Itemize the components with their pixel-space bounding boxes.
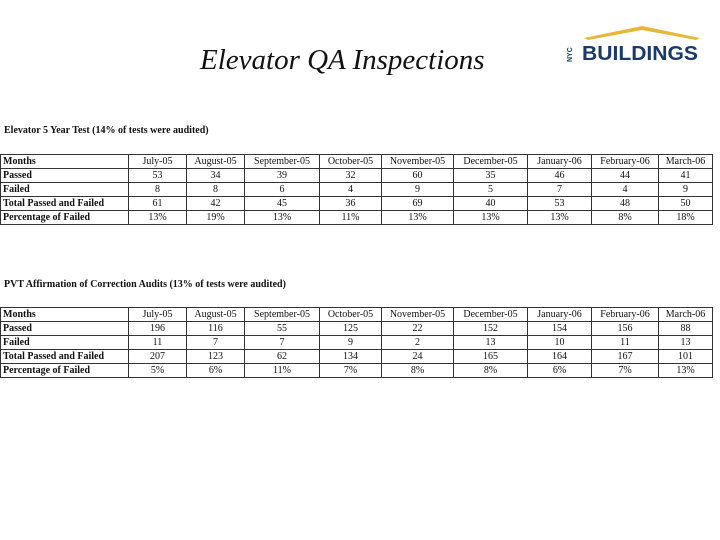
table-cell: 11% bbox=[245, 364, 320, 378]
table-cell: 18% bbox=[659, 211, 713, 225]
table-row bbox=[1, 169, 713, 183]
month-header: August-05 bbox=[187, 308, 245, 322]
table-cell: 13 bbox=[659, 336, 713, 350]
month-header: February-06 bbox=[592, 308, 659, 322]
pvt-affirmation-table bbox=[0, 307, 713, 378]
table-cell: 24 bbox=[382, 350, 454, 364]
table-row bbox=[1, 183, 713, 197]
month-header: November-05 bbox=[382, 308, 454, 322]
month-header: October-05 bbox=[320, 308, 382, 322]
month-header: December-05 bbox=[454, 308, 528, 322]
table-cell: 4 bbox=[320, 183, 382, 197]
table-header-row bbox=[1, 308, 713, 322]
table-cell: 41 bbox=[659, 169, 713, 183]
table-cell: 13% bbox=[528, 211, 592, 225]
table-row bbox=[1, 336, 713, 350]
table-cell: 164 bbox=[528, 350, 592, 364]
table-cell: 39 bbox=[245, 169, 320, 183]
month-header: September-05 bbox=[245, 155, 320, 169]
table-cell: 13% bbox=[659, 364, 713, 378]
row-label: Failed bbox=[1, 336, 129, 350]
month-header: July-05 bbox=[129, 308, 187, 322]
table-header-row bbox=[1, 155, 713, 169]
table-cell: 55 bbox=[245, 322, 320, 336]
month-header: August-05 bbox=[187, 155, 245, 169]
table-2-caption: PVT Affirmation of Correction Audits (13% of tests were audited) bbox=[4, 279, 286, 290]
table-row bbox=[1, 322, 713, 336]
table-cell: 7 bbox=[245, 336, 320, 350]
table-cell: 116 bbox=[187, 322, 245, 336]
table-cell: 13% bbox=[454, 211, 528, 225]
table-cell: 156 bbox=[592, 322, 659, 336]
row-label: Failed bbox=[1, 183, 129, 197]
table-cell: 125 bbox=[320, 322, 382, 336]
elevator-5-year-test-table bbox=[0, 154, 713, 225]
table-cell: 6% bbox=[528, 364, 592, 378]
table-cell: 7% bbox=[320, 364, 382, 378]
table-cell: 167 bbox=[592, 350, 659, 364]
month-header: March-06 bbox=[659, 155, 713, 169]
month-header: January-06 bbox=[528, 155, 592, 169]
month-header: January-06 bbox=[528, 308, 592, 322]
table-cell: 8 bbox=[129, 183, 187, 197]
table-cell: 69 bbox=[382, 197, 454, 211]
table-cell: 101 bbox=[659, 350, 713, 364]
row-label: Percentage of Failed bbox=[1, 364, 129, 378]
table-cell: 46 bbox=[528, 169, 592, 183]
row-label: Passed bbox=[1, 169, 129, 183]
table-cell: 8% bbox=[592, 211, 659, 225]
table-cell: 60 bbox=[382, 169, 454, 183]
logo-text: BUILDINGS bbox=[582, 43, 698, 64]
row-label: Total Passed and Failed bbox=[1, 197, 129, 211]
table-cell: 19% bbox=[187, 211, 245, 225]
table-row bbox=[1, 197, 713, 211]
row-label: Total Passed and Failed bbox=[1, 350, 129, 364]
table-cell: 6% bbox=[187, 364, 245, 378]
table-cell: 13% bbox=[245, 211, 320, 225]
table-cell: 13% bbox=[129, 211, 187, 225]
row-label: Percentage of Failed bbox=[1, 211, 129, 225]
table-cell: 44 bbox=[592, 169, 659, 183]
table-cell: 40 bbox=[454, 197, 528, 211]
table-cell: 5 bbox=[454, 183, 528, 197]
table-row bbox=[1, 211, 713, 225]
row-label: Passed bbox=[1, 322, 129, 336]
table-cell: 53 bbox=[129, 169, 187, 183]
table-cell: 134 bbox=[320, 350, 382, 364]
nyc-buildings-logo bbox=[560, 24, 700, 64]
table-cell: 9 bbox=[320, 336, 382, 350]
table-cell: 48 bbox=[592, 197, 659, 211]
table-cell: 8% bbox=[382, 364, 454, 378]
table-cell: 88 bbox=[659, 322, 713, 336]
table-cell: 35 bbox=[454, 169, 528, 183]
table-cell: 10 bbox=[528, 336, 592, 350]
table-cell: 7% bbox=[592, 364, 659, 378]
table-cell: 53 bbox=[528, 197, 592, 211]
logo-small-text: NYC bbox=[567, 47, 574, 62]
table-cell: 2 bbox=[382, 336, 454, 350]
table-cell: 32 bbox=[320, 169, 382, 183]
month-header: July-05 bbox=[129, 155, 187, 169]
table-cell: 6 bbox=[245, 183, 320, 197]
table-cell: 152 bbox=[454, 322, 528, 336]
table-cell: 7 bbox=[187, 336, 245, 350]
table-cell: 8 bbox=[187, 183, 245, 197]
month-header: October-05 bbox=[320, 155, 382, 169]
month-header: March-06 bbox=[659, 308, 713, 322]
header-label: Months bbox=[1, 308, 129, 322]
table-cell: 50 bbox=[659, 197, 713, 211]
table-cell: 42 bbox=[187, 197, 245, 211]
logo-roof-icon bbox=[584, 26, 700, 40]
month-header: November-05 bbox=[382, 155, 454, 169]
month-header: December-05 bbox=[454, 155, 528, 169]
table-cell: 154 bbox=[528, 322, 592, 336]
table-cell: 11% bbox=[320, 211, 382, 225]
table-cell: 61 bbox=[129, 197, 187, 211]
table-cell: 9 bbox=[659, 183, 713, 197]
table-cell: 13% bbox=[382, 211, 454, 225]
table-cell: 7 bbox=[528, 183, 592, 197]
table-cell: 13 bbox=[454, 336, 528, 350]
table-cell: 34 bbox=[187, 169, 245, 183]
month-header: February-06 bbox=[592, 155, 659, 169]
month-header: September-05 bbox=[245, 308, 320, 322]
page-title: Elevator QA Inspections bbox=[200, 44, 485, 76]
table-cell: 11 bbox=[592, 336, 659, 350]
table-row bbox=[1, 350, 713, 364]
table-cell: 9 bbox=[382, 183, 454, 197]
table-cell: 123 bbox=[187, 350, 245, 364]
table-cell: 5% bbox=[129, 364, 187, 378]
table-cell: 8% bbox=[454, 364, 528, 378]
table-1-caption: Elevator 5 Year Test (14% of tests were audited) bbox=[4, 125, 209, 136]
table-row bbox=[1, 364, 713, 378]
table-cell: 45 bbox=[245, 197, 320, 211]
table-cell: 196 bbox=[129, 322, 187, 336]
table-cell: 62 bbox=[245, 350, 320, 364]
table-cell: 22 bbox=[382, 322, 454, 336]
table-cell: 36 bbox=[320, 197, 382, 211]
header-label: Months bbox=[1, 155, 129, 169]
table-cell: 11 bbox=[129, 336, 187, 350]
table-cell: 165 bbox=[454, 350, 528, 364]
table-cell: 207 bbox=[129, 350, 187, 364]
table-cell: 4 bbox=[592, 183, 659, 197]
